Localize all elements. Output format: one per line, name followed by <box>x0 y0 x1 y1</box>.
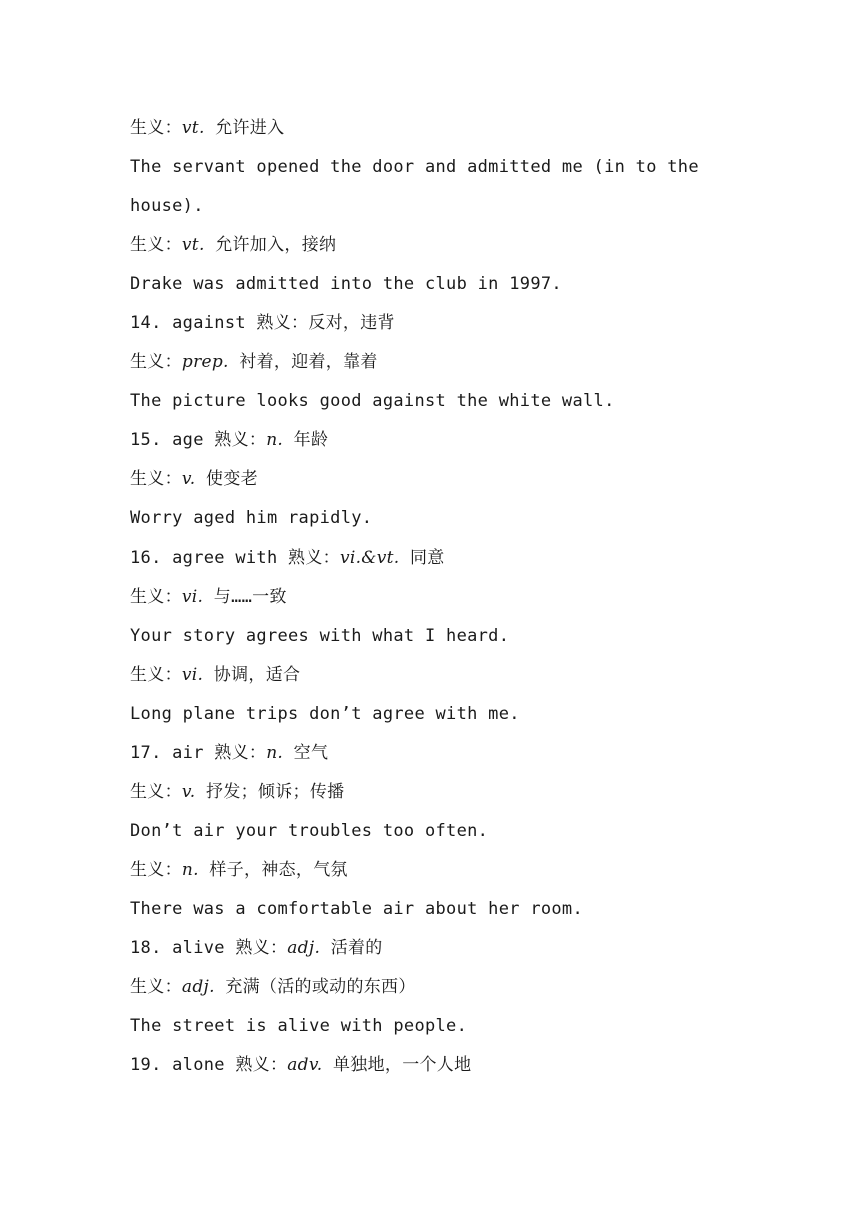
line-text: 14. against 熟义：反对，违背 <box>130 313 395 334</box>
part-of-speech: n. <box>266 742 284 763</box>
line-text: 生义： <box>130 469 182 490</box>
part-of-speech: vi. <box>181 586 204 607</box>
line-text: 活着的 <box>320 937 383 958</box>
text-line <box>130 851 750 890</box>
text-line <box>130 812 750 851</box>
text-line <box>130 187 750 226</box>
part-of-speech: v. <box>181 469 196 490</box>
text-line <box>130 499 750 538</box>
line-text: 生义： <box>130 977 182 998</box>
text-line <box>130 421 750 460</box>
line-text: 年龄 <box>283 430 329 451</box>
line-text: Your story agrees with what I heard. <box>130 625 510 646</box>
line-text: 协调，适合 <box>203 664 301 685</box>
line-text: 生义： <box>130 118 182 138</box>
text-line <box>130 460 750 499</box>
line-text: 抒发；倾诉；传播 <box>195 781 345 802</box>
line-text: 衬着，迎着，靠着 <box>228 352 378 373</box>
text-line <box>130 968 750 1007</box>
line-text: 样子，神态，气氛 <box>198 859 348 880</box>
line-text: 与……一致 <box>203 586 287 607</box>
line-text: 允许进入 <box>204 118 285 138</box>
line-text: 16. agree with 熟义： <box>130 547 340 568</box>
line-text: 生义： <box>130 781 182 802</box>
part-of-speech: prep. <box>181 352 229 373</box>
line-text: 生义： <box>130 235 182 256</box>
text-line <box>130 539 750 578</box>
line-text: 单独地，一个人地 <box>322 1055 472 1076</box>
text-line <box>130 265 750 304</box>
line-text: 空气 <box>283 742 329 763</box>
line-text: Don’t air your troubles too often. <box>130 820 489 841</box>
line-text: 同意 <box>399 547 445 568</box>
text-line <box>130 617 750 656</box>
line-text: Drake was admitted into the club in 1997. <box>130 274 562 295</box>
line-text: The street is alive with people. <box>130 1016 468 1037</box>
text-line <box>130 304 750 343</box>
part-of-speech: adv. <box>287 1055 323 1076</box>
text-line <box>130 109 750 148</box>
text-line <box>130 734 750 773</box>
part-of-speech: adj. <box>287 937 321 958</box>
text-line <box>130 695 750 734</box>
line-text: 生义： <box>130 859 182 880</box>
part-of-speech: adj. <box>181 977 215 998</box>
line-text: Long plane trips don’t agree with me. <box>130 703 520 724</box>
part-of-speech: v. <box>181 781 196 802</box>
text-line <box>130 929 750 968</box>
line-text: 使变老 <box>195 469 258 490</box>
part-of-speech: n. <box>181 859 199 880</box>
text-line <box>130 226 750 265</box>
text-body <box>130 109 750 1085</box>
text-line <box>130 890 750 929</box>
line-text: The servant opened the door and admitted me (in to the <box>130 157 699 178</box>
line-text: 生义： <box>130 664 182 685</box>
part-of-speech: vt. <box>181 235 205 256</box>
line-text: 允许加入，接纳 <box>204 235 337 256</box>
line-text: There was a comfortable air about her room. <box>130 898 583 919</box>
line-text: 生义： <box>130 586 182 607</box>
text-line <box>130 773 750 812</box>
text-line <box>130 1046 750 1085</box>
text-line <box>130 343 750 382</box>
line-text: 18. alive 熟义： <box>130 937 288 958</box>
line-text: The picture looks good against the white wall. <box>130 391 615 412</box>
part-of-speech: vt. <box>181 118 205 138</box>
text-line <box>130 656 750 695</box>
part-of-speech: vi.&vt. <box>339 547 400 568</box>
line-text: Worry aged him rapidly. <box>130 508 373 529</box>
line-text: house). <box>130 196 204 217</box>
line-text: 17. air 熟义： <box>130 742 267 763</box>
part-of-speech: n. <box>266 430 284 451</box>
line-text: 充满（活的或动的东西） <box>214 977 416 998</box>
line-text: 生义： <box>130 352 182 373</box>
part-of-speech: vi. <box>181 664 204 685</box>
line-text: 15. age 熟义： <box>130 430 267 451</box>
line-text: 19. alone 熟义： <box>130 1055 288 1076</box>
text-line <box>130 1007 750 1046</box>
text-line <box>130 148 750 187</box>
text-line <box>130 578 750 617</box>
text-line <box>130 382 750 421</box>
